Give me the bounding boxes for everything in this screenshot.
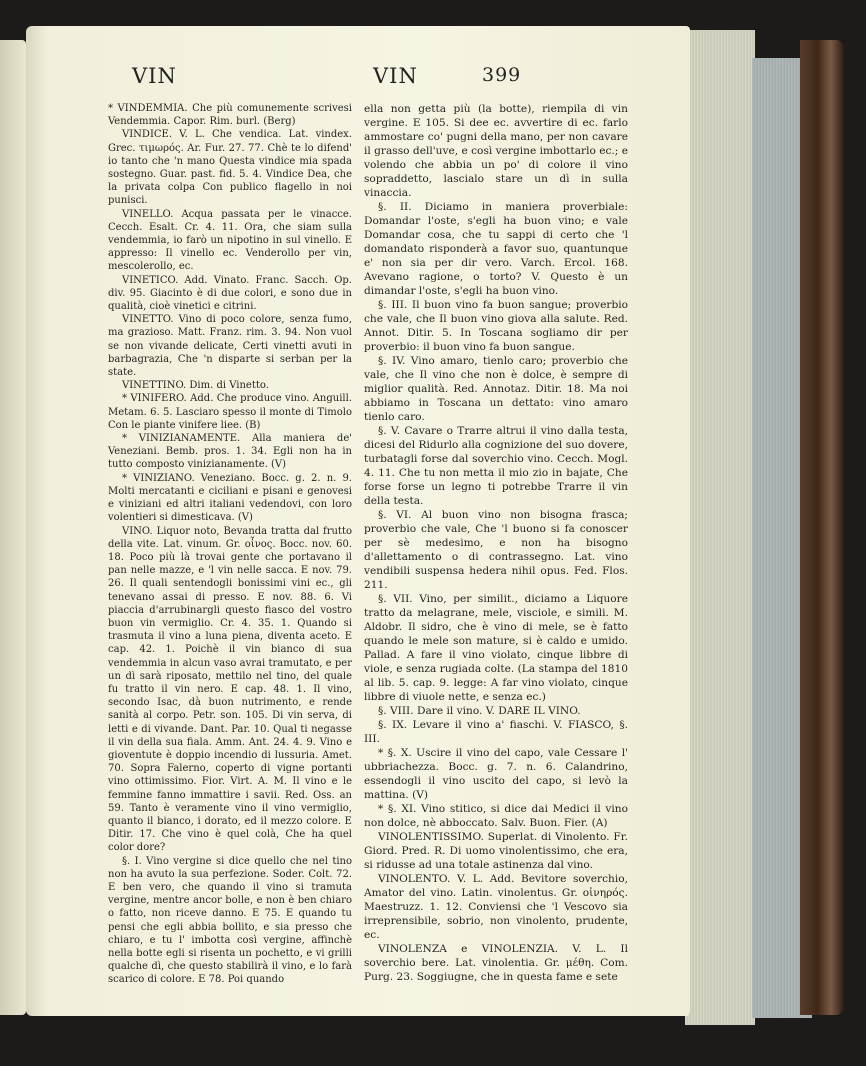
entry: §. VIII. Dare il vino. V. DARE IL VINO.	[378, 705, 581, 717]
entry: §. II. Diciamo in maniera proverbiale: Domandar l'oste, s'egli ha buon vino; e vale Domandar cosa, che tu sappi di certo che 'l domandato risponderà a favor suo, quantunque e' non sia per dir vero. Varch. Ercol. 168. Avevano ragione, o torto? V. Questo è un dimandar l'oste, s'egli ha buon vino.	[364, 201, 628, 297]
entry: VINELLO. Acqua passata per le vinacce. Cecch. Esalt. Cr. 4. 11. Ora, che siam sulla vendemmia, io farò un nipotino in sul vinello. E appresso: Il vinello ec. Venderollo per vin, mescolerollo, ec.	[108, 208, 352, 273]
entry: §. V. Cavare o Trarre altrui il vino dalla testa, dicesi del Ridurlo alla cognizione del suo dovere, turbatagli forse dal soverchio vino. Cecch. Mogl. 4. 11. Che tu non metta il mio zio in bajate, Che forse forse un legno ti potrebbe Trarre il vin della testa.	[364, 425, 628, 507]
right-column	[364, 102, 628, 984]
entry: * VINIFERO. Add. Che produce vino. Anguill. Metam. 6. 5. Lasciaro spesso il monte di Timolo Con le piante vinifere liee. (B)	[108, 393, 352, 431]
entry: VINETTO. Vino di poco colore, senza fumo, ma grazioso. Matt. Franz. rim. 3. 94. Non vuol se non vivande delicate, Certi vinetti avuti in barbagrazia, Che 'n disparte si serban per la state.	[108, 314, 352, 379]
facing-page-edge	[0, 40, 26, 1015]
entry: §. VI. Al buon vino non bisogna frasca; proverbio che vale, Che 'l buono si fa conoscer per sè medesimo, e non ha bisogno d'allettamento o di contrassegno. Lat. vino vendibili suspensa hedera nihil opus. Fed. Flos. 211.	[364, 509, 628, 591]
entry: * VINDEMMIA. Che più comunemente scrivesi Vendemmia. Capor. Rim. burl. (Berg)	[108, 103, 352, 128]
entry: * VINIZIANAMENTE. Alla maniera de' Veneziani. Bemb. pros. 1. 34. Egli non ha in tutto composto vinizianamente. (V)	[108, 433, 352, 471]
entry: VINETTINO. Dim. di Vinetto.	[122, 380, 269, 392]
running-head-right: VIN	[373, 64, 418, 88]
entry: * VINIZIANO. Veneziano. Bocc. g. 2. n. 9. Molti mercatanti e ciciliani e pisani e genovesi e viniziani ed altri italiani vedendovi, con loro volentieri si dimesticava. (V)	[108, 472, 352, 524]
entry: §. IV. Vino amaro, tienlo caro; proverbio che vale, che Il vino che non è dolce, è sempre di miglior qualità. Red. Annotaz. Ditir. 18. Ma noi abbiamo in Toscana un dettato: vino amaro tienlo caro.	[364, 355, 628, 423]
entry: VINETICO. Add. Vinato. Franc. Sacch. Op. div. 95. Giacinto è di due colori, e sono due in qualità, cioè vinetici e citrini.	[108, 274, 352, 313]
entry: VINOLENZA e VINOLENZIA. V. L. Il soverchio bere. Lat. vinolentia. Gr. μέθη. Com. Purg. 23. Soggiugne, che in questa fame e sete	[364, 943, 628, 983]
page-number: 399	[482, 64, 522, 86]
book-cover	[800, 40, 844, 1015]
entry: §. IX. Levare il vino a' fiaschi. V. FIASCO, §. III.	[364, 719, 628, 745]
entry: VINOLENTISSIMO. Superlat. di Vinolento. Fr. Giord. Pred. R. Di uomo vinolentissimo, che era, si ridusse ad una totale astinenza dal vino.	[364, 831, 628, 871]
left-column	[108, 102, 352, 987]
entry: VINOLENTO. V. L. Add. Bevitore soverchio, Amator del vino. Latin. vinolentus. Gr. οἰνηρός. Maestruzz. 1. 12. Conviensi che 'l Vescovo sia irreprensibile, sobrio, non vinolento, prudente, ec.	[364, 873, 628, 941]
entry: §. VII. Vino, per similit., diciamo a Liquore tratto da melagrane, mele, visciole, e simili. M. Aldobr. Il sidro, che è vino di mele, se è fatto quando le mele son mature, si è caldo e umido. Pallad. A fare il vino violato, cinque libbre di viole, e senza rugiada colte. (La stampa del 1810 al lib. 5. cap. 9. legge: A far vino violato, cinque libbre di viuole nette, e senza ec.)	[364, 593, 628, 703]
entry: ella non getta più (la botte), riempila di vin vergine. E 105. Si dee ec. avvertire di ec. farlo ammostare co' pugni della mano, per non cavare il grasso dell'uve, e così vergine imbottarlo ec.; e volendo che abbia un po' di colore il vino sopraddetto, lascialo stare un dì in sulla vinaccia.	[364, 103, 628, 199]
entry: * §. X. Uscire il vino del capo, vale Cessare l' ubbriachezza. Bocc. g. 7. n. 6. Calandrino, essendogli il vino uscito del capo, si levò la mattina. (V)	[364, 747, 628, 801]
entry: * §. XI. Vino stitico, si dice dai Medici il vino non dolce, nè abboccato. Salv. Buon. Fier. (A)	[364, 803, 628, 829]
entry: §. III. Il buon vino fa buon sangue; proverbio che vale, che Il buon vino giova alla salute. Red. Annot. Ditir. 5. In Toscana sogliamo dir per proverbio: il buon vino fa buon sangue.	[364, 299, 628, 353]
entry: §. I. Vino vergine si dice quello che nel tino non ha avuto la sua perfezione. Soder. Colt. 72. E ben vero, che quando il vino si tramuta vergine, mentre ancor bolle, e non è ben chiaro o fatto, non riceve danno. E 75. E quando tu pensi che egli abbia bollito, e sia presso che chiaro, e tu l' imbotta così vergine, affinchè nella botte egli si risenta un pochetto, e vi grilli qualche dì, che questo stabilirà il vino, e lo farà scarico di colore. E 78. Poi quando	[108, 855, 352, 986]
entry: VINDICE. V. L. Che vendica. Lat. vindex. Grec. τιμωρός. Ar. Fur. 27. 77. Chè te lo difend' io tanto che 'n mano Questa vindice mia spada sostegno. Guar. past. fid. 5. 4. Vindice Dea, che la privata colpa Con publico flagello in noi punisci.	[108, 129, 352, 207]
entry: VINO. Liquor noto, Bevanda tratta dal frutto della vite. Lat. vinum. Gr. οἶνος. Bocc. nov. 60. 18. Poco più là trovai gente che portavano il pan nelle mazze, e 'l vin nelle sacca. E nov. 79. 26. Il quali sentendogli bonissimi vini ec., gli tenevano assai di presso. E nov. 88. 6. Vi piaccia d'arrubinargli questo fiasco del vostro buon vin vermiglio. Cr. 4. 35. 1. Quando si trasmuta il vino a luna piena, diventa aceto. E cap. 42. 1. Poichè il vin bianco di sua vendemmia in alcun vaso avrai tramutato, e per un dì sarà riposato, mettilo nel tino, del quale fu tratto il vin nero. E cap. 48. 1. Il vino, secondo Isac, dà buon nutrimento, e rende sanità al corpo. Petr. son. 105. Di vin serva, di letti e di vivande. Dant. Par. 10. Qual ti negasse il vin della sua fiala. Amm. Ant. 24. 4. 9. Vino e gioventute è doppio incendio di lussuria. Amet. 70. Sopra Falerno, coperto di vigne portanti vino ottimissimo. Fior. Virt. A. M. Il vino e le femmine fanno immattire i savii. Red. Oss. an 59. Tanto è veramente vino il vino vermiglio, quanto il bianco, i dorato, ed il mezzo colore. E Ditir. 17. Che vino è quel colà, Che ha quel color dore?	[108, 525, 352, 854]
page-block-edge	[685, 30, 755, 1025]
running-head-left: VIN	[132, 64, 177, 88]
